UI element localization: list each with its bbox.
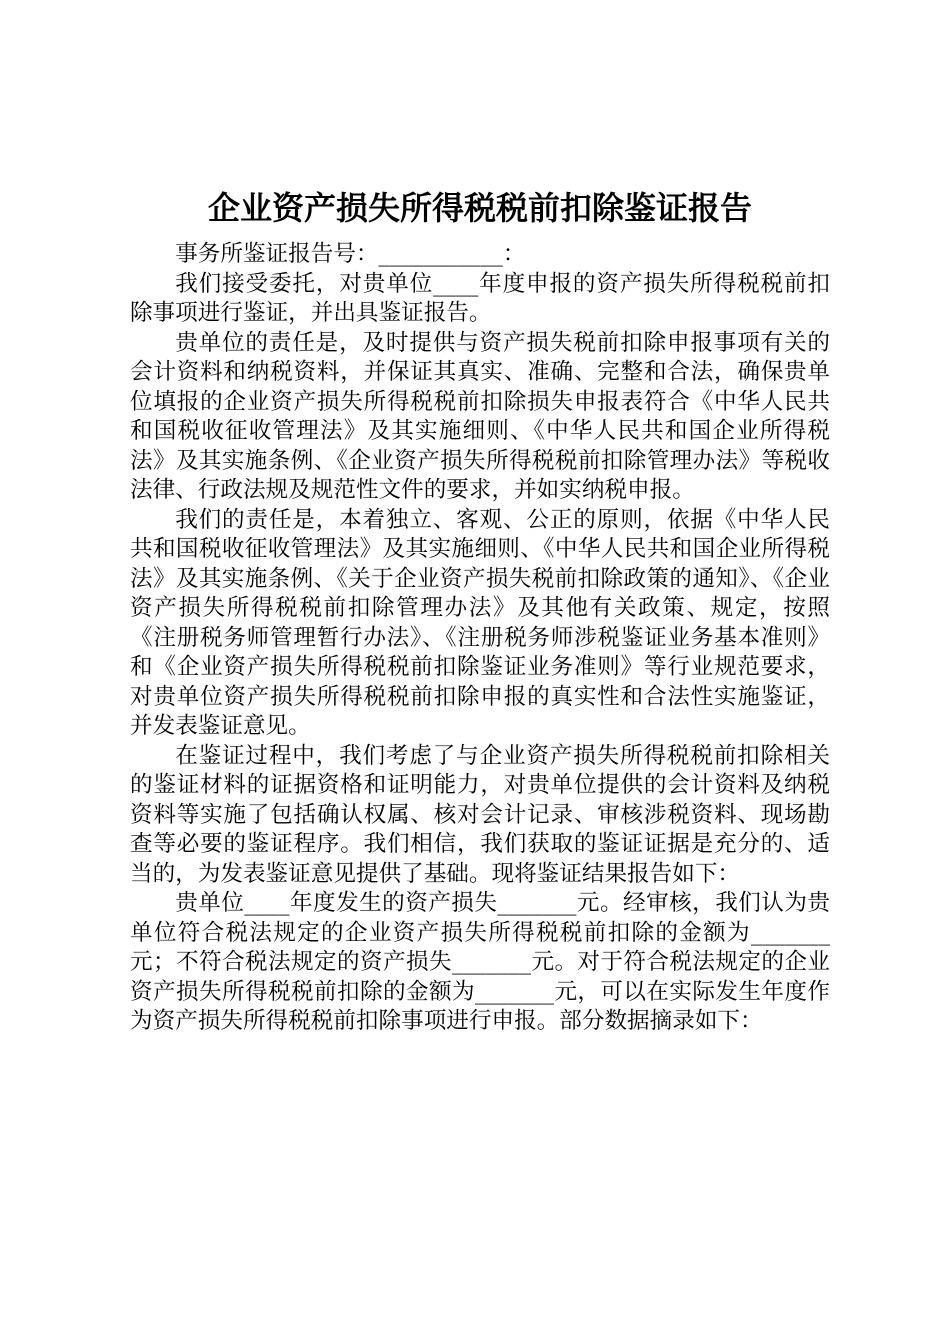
paragraph-our-responsibility: 我们的责任是，本着独立、客观、公正的原则，依据《中华人民共和国税收征收管理法》及其实施细则、《中华人民共和国企业所得税法》及其实施条例、《关于企业资产损失税前扣除政策的通知》、《企业资产损失所得税税前扣除管理办法》及其他有关政策、规定，按照《注册税务师管理暂行办法》、《注册税务师涉税鉴证业务基本准则》和《企业资产损失所得税税前扣除鉴证业务准则》等行业规范要求，对贵单位资产损失所得税税前扣除申报的真实性和合法性实施鉴证，并发表鉴证意见。 — [130, 506, 830, 739]
paragraph-client-responsibility: 贵单位的责任是，及时提供与资产损失税前扣除申报事项有关的会计资料和纳税资料，并保证其真实、准确、完整和合法，确保贵单位填报的企业资产损失所得税税前扣除损失申报表符合《中华人民共和国税收征收管理法》及其实施细则、《中华人民共和国企业所得税法》及其实施条例、《企业资产损失所得税税前扣除管理办法》等税收法律、行政法规及规范性文件的要求，并如实纳税申报。 — [130, 329, 830, 503]
document-page — [130, 186, 830, 1037]
report-number-line: 事务所鉴证报告号：___________： — [175, 241, 526, 267]
paragraph-procedures: 在鉴证过程中，我们考虑了与企业资产损失所得税税前扣除相关的鉴证材料的证据资格和证明能力，对贵单位提供的会计资料及纳税资料等实施了包括确认权属、核对会计记录、审核涉税资料、现场勘查等必要的鉴证程序。我们相信，我们获取的鉴证证据是充分的、适当的，为发表鉴证意见提供了基础。现将鉴证结果报告如下： — [130, 742, 830, 887]
paragraph-results: 贵单位____年度发生的资产损失_______元。经审核，我们认为贵单位符合税法规定的企业资产损失所得税税前扣除的金额为_______元；不符合税法规定的资产损失_______元。对于符合税法规定的企业资产损失所得税税前扣除的金额为_______元，可以在实际发生年度作为资产损失所得税税前扣除事项进行申报。部分数据摘录如下： — [130, 890, 830, 1034]
document-title: 企业资产损失所得税税前扣除鉴证报告 — [207, 189, 752, 227]
paragraph-engagement: 我们接受委托，对贵单位____年度申报的资产损失所得税税前扣除事项进行鉴证，并出具鉴证报告。 — [130, 270, 830, 326]
